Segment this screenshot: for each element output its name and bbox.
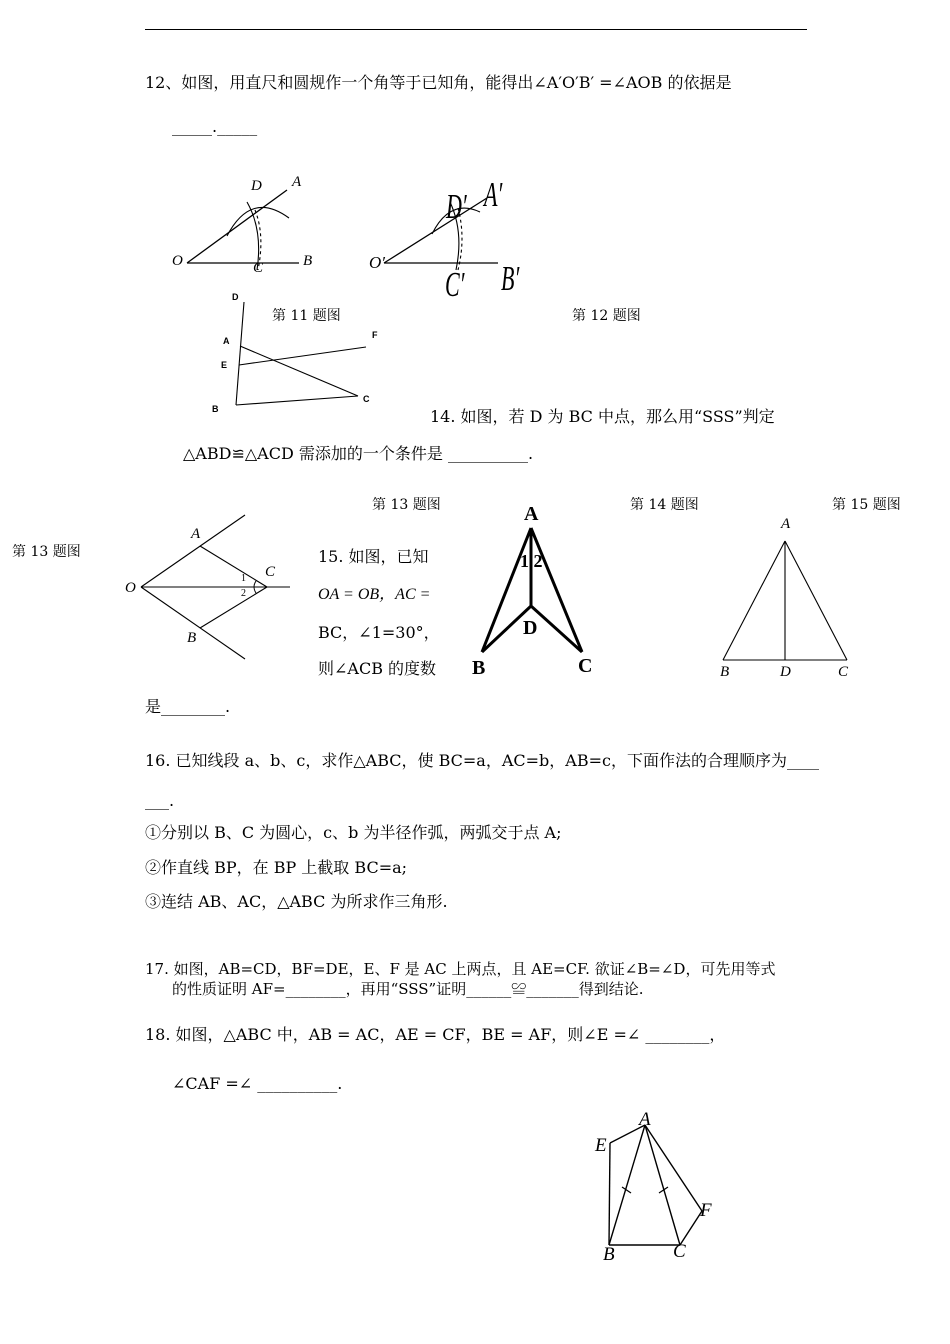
q14-line1: 14. 如图，若 D 为 BC 中点，那么用“SSS”判定 <box>430 407 775 426</box>
q12-text: 12、如图，用直尺和圆规作一个角等于已知角，能得出∠A′O′B′ =∠AOB 的依据是 <box>145 73 732 92</box>
fig12-right-label-c: C′ <box>445 264 465 305</box>
fig18-label-c: C <box>673 1241 686 1262</box>
ray-oa-prime <box>384 198 487 263</box>
caption-fig14: 第 14 题图 <box>630 497 699 513</box>
fig18-label-e: E <box>595 1135 607 1156</box>
caption-fig13b: 第 13 题图 <box>12 544 81 560</box>
fig13-label-c: C <box>265 564 276 580</box>
fig12-left-label-c: C <box>253 260 264 276</box>
top-rule <box>145 29 807 30</box>
q18-line1: 18. 如图，△ABC 中，AB = AC，AE = CF，BE = AF，则∠E =∠ ________， <box>145 1025 726 1044</box>
fig14-label-a: A <box>524 503 539 525</box>
segment-ef <box>239 347 366 365</box>
fig18-diagram <box>600 1115 720 1255</box>
fig18-label-b: B <box>603 1244 615 1265</box>
q17-line2: 的性质证明 AF=________，再用“SSS”证明______≌_______得到结论. <box>172 980 644 998</box>
fig15-label-b: B <box>720 664 730 680</box>
fig13-label-o: O <box>125 580 136 596</box>
segment-ab <box>723 541 785 660</box>
fig11-label-d: D <box>232 292 239 302</box>
q15-line2: OA = OB，AC = <box>318 586 431 603</box>
q16-step3: ③连结 AB、AC，△ABC 为所求作三角形. <box>145 892 448 911</box>
fig11-label-f: F <box>372 330 378 340</box>
fig12-left-label-b: B <box>303 253 313 269</box>
fig11-diagram <box>200 290 390 420</box>
ray-oa <box>187 190 287 263</box>
segment-fa <box>645 1125 702 1211</box>
q16-text: 16. 已知线段 a、b、c，求作△ABC，使 BC=a，AC=b，AB=c，下面作法的合理顺序为____ <box>145 751 819 770</box>
fig13-label-b: B <box>187 630 197 646</box>
fig14-diagram <box>470 520 600 670</box>
fig12-right-label-a: A′ <box>484 174 503 215</box>
segment-eb <box>609 1143 610 1245</box>
fig13-diagram <box>130 505 300 675</box>
segment-ac <box>200 546 267 587</box>
fig12-right-label-b: B′ <box>501 258 520 299</box>
q16-step1: ①分别以 B、C 为圆心，c、b 为半径作弧，两弧交于点 A; <box>145 823 562 842</box>
fig12-right-label-d: D′ <box>446 186 467 227</box>
fig11-label-a: A <box>223 336 230 346</box>
fig14-label-d: D <box>523 617 538 639</box>
segment-ac <box>531 528 582 652</box>
fig13-label-a: A <box>191 526 201 542</box>
q15-line1: 15. 如图，已知 <box>318 547 429 566</box>
ray-o-down <box>141 587 245 659</box>
fig15-label-a: A <box>781 516 791 532</box>
caption-fig13a: 第 13 题图 <box>372 497 441 513</box>
q15-line4: 则∠ACB 的度数 <box>318 659 437 678</box>
fig14-label-12: 1 2 <box>520 551 543 571</box>
caption-fig12: 第 12 题图 <box>572 308 641 324</box>
segment-ac <box>645 1125 680 1245</box>
caption-fig15: 第 15 题图 <box>832 497 901 513</box>
segment-ac <box>785 541 847 660</box>
segment-bc <box>200 587 267 628</box>
fig12-left-label-d: D <box>251 178 262 194</box>
q14-line2: △ABD≌△ACD 需添加的一个条件是 __________. <box>183 444 534 463</box>
fig13-label-2: 2 <box>241 588 246 599</box>
fig11-label-c: C <box>363 394 370 404</box>
fig18-label-a: A <box>639 1109 651 1130</box>
fig14-label-b: B <box>472 657 486 679</box>
q12-blank: _____._____ <box>172 117 258 136</box>
segment-cf <box>680 1211 702 1245</box>
fig14-label-c: C <box>578 655 593 677</box>
fig12-left-label-a: A <box>292 174 302 190</box>
fig11-label-e: E <box>221 360 228 370</box>
segment-db <box>236 302 244 405</box>
fig13-label-1: 1 <box>241 573 246 584</box>
segment-ab <box>609 1125 645 1245</box>
segment-ac <box>240 346 358 396</box>
q17-line1: 17. 如图，AB=CD，BF=DE，E、F 是 AC 上两点，且 AE=CF. 欲证∠B=∠D，可先用等式 <box>145 960 776 978</box>
fig12-left-label-o: O <box>172 253 183 269</box>
fig18-label-f: F <box>700 1200 712 1221</box>
q15-line3: BC，∠1=30°， <box>318 623 440 642</box>
fig15-label-d: D <box>780 664 791 680</box>
fig12-right-label-o: O′ <box>369 253 385 272</box>
q18-line2: ∠CAF =∠ __________. <box>172 1074 343 1093</box>
fig15-label-c: C <box>838 664 849 680</box>
fig11-label-b: B <box>212 404 219 414</box>
q15-line5: 是________. <box>145 697 231 716</box>
segment-bc <box>236 396 358 405</box>
caption-fig11: 第 11 题图 <box>272 308 341 324</box>
fig15-diagram <box>715 535 865 665</box>
segment-dc <box>531 606 582 652</box>
q16-cont: ___. <box>145 791 175 810</box>
q16-step2: ②作直线 BP，在 BP 上截取 BC=a; <box>145 858 408 877</box>
